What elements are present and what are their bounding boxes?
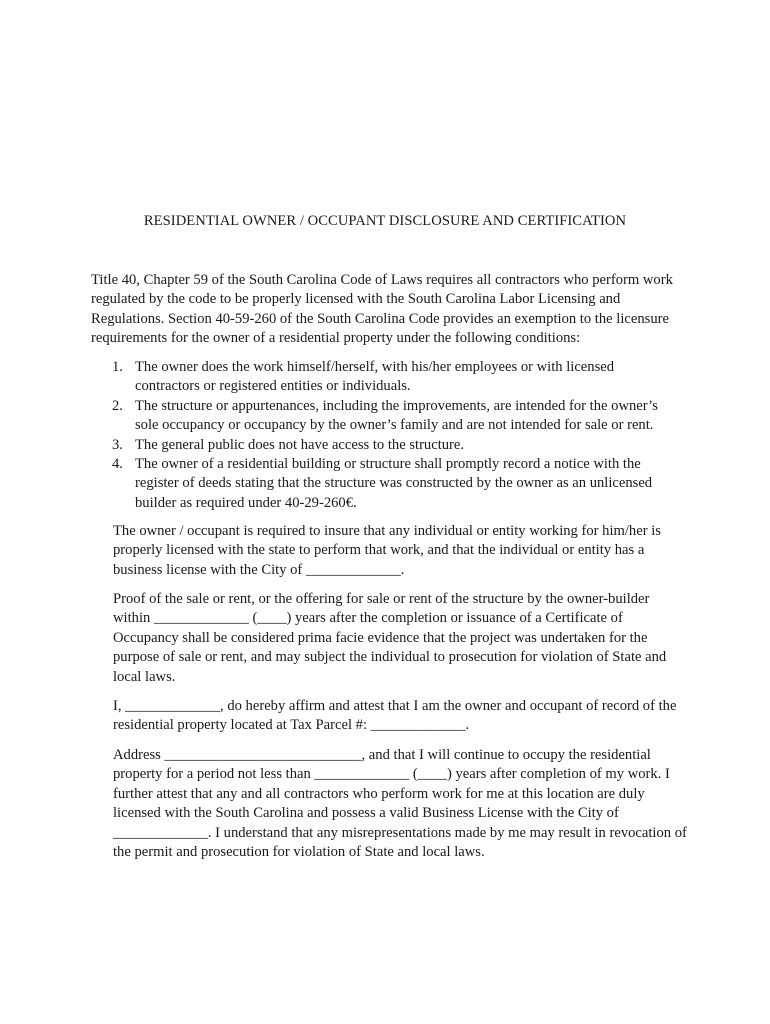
list-item — [112, 358, 672, 397]
list-item-number: 2. — [112, 397, 123, 414]
proof-of-sale-paragraph: Proof of the sale or rent, or the offering for sale or rent of the structure by the owner-builder within _____________ (____) years after the completion or issuance of a Certificate of Occupancy shall be considered prima facie evidence that the project was undertaken for the purpose of sale or rent, and may subject the individual to prosecution for violation of State and local laws. — [113, 591, 667, 685]
list-item-text: The owner does the work himself/herself, with his/her employees or with licensed contractors or registered entities or individuals. — [135, 359, 615, 395]
list-item — [112, 455, 672, 513]
list-item — [112, 397, 672, 436]
address-attestation-paragraph: Address ___________________________, and that I will continue to occupy the residential property for a period not less than _____________ (____) years after completion of my work. I further attest that any and all contractors who perform work for me at this location are duly licensed with the South Carolina and possess a valid Business License with the City of _____________. I understand that any misrepresentations made by me may result in revocation of the permit and prosecution for violation of State and local laws. — [113, 747, 687, 861]
list-item-text: The structure or appurtenances, including the improvements, are intended for the owner’s sole occupancy or occupancy by the owner’s family and are not intended for sale or rent. — [135, 397, 658, 434]
list-item-number: 3. — [112, 436, 123, 453]
document-title: RESIDENTIAL OWNER / OCCUPANT DISCLOSURE AND CERTIFICATION — [143, 213, 627, 229]
list-item-text: The general public does not have access to the structure. — [135, 436, 465, 453]
intro-paragraph: Title 40, Chapter 59 of the South Carolina Code of Laws requires all contractors who perform work regulated by the code to be properly licensed with the South Carolina Labor Licensing and Regulations. Section 40-59-260 of the South Carolina Code provides an exemption to the licensure requirements for the owner of a residential property under the following conditions: — [91, 272, 673, 347]
business-license-paragraph: The owner / occupant is required to insure that any individual or entity working for him/her is properly licensed with the state to perform that work, and that the individual or entity has a business license with the City of _____________. — [113, 523, 661, 578]
list-item-number: 4. — [112, 456, 123, 473]
list-item — [112, 436, 672, 455]
conditions-list — [112, 358, 672, 513]
list-item-number: 1. — [112, 359, 123, 375]
affirmation-paragraph: I, _____________, do hereby affirm and attest that I am the owner and occupant of record of the residential property located at Tax Parcel #: _____________. — [113, 698, 677, 734]
list-item-text: The owner of a residential building or structure shall promptly record a notice with the register of deeds stating that the structure was constructed by the owner as an unlicensed builder as required under 40-29-260€. — [135, 456, 653, 511]
